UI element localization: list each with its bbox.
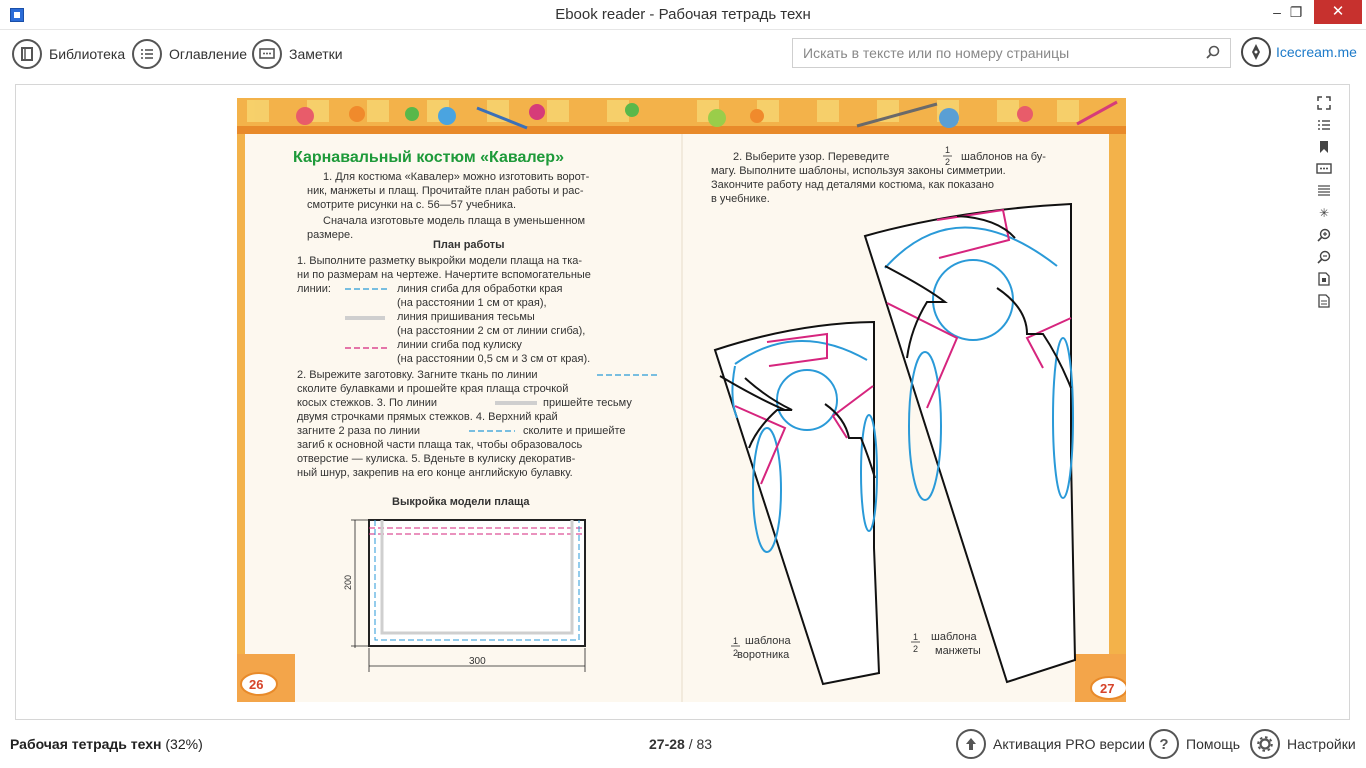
contents-button[interactable] (132, 38, 247, 70)
search-input[interactable] (793, 39, 1193, 67)
fraction-denominator: 2 (945, 157, 951, 167)
task-line: шаблонов на бу- (961, 151, 1046, 163)
collar-label: воротника (737, 649, 790, 661)
task-line: магу. Выполните шаблоны, используя законы симметрии. (711, 165, 1006, 177)
help-button[interactable] (1149, 728, 1240, 760)
fullscreen-icon[interactable] (1314, 92, 1334, 114)
left-edge-stripe (237, 134, 245, 654)
top-decoration-band (237, 98, 1126, 134)
plan-title: План работы (433, 239, 505, 251)
zoom-out-icon[interactable] (1314, 246, 1334, 268)
plan-line: (на расстоянии 0,5 см и 3 см от края). (397, 353, 591, 365)
plan-line: линия сгиба для обработки края (397, 283, 563, 295)
current-pages: 27-28 (649, 736, 685, 752)
book-spread (237, 98, 1126, 702)
plan-line: линии сгиба под кулиску (397, 339, 522, 351)
zoom-in-icon[interactable] (1314, 224, 1334, 246)
plan-line: загиб к основной части плаща так, чтобы образовалось (297, 439, 583, 451)
plan-line: сколите булавками и прошейте края плаща строчкой (297, 383, 569, 395)
cuff-fraction-den: 2 (913, 644, 919, 654)
notes-label: Заметки (289, 46, 343, 62)
cuff-label: манжеты (935, 645, 981, 657)
book-icon (12, 39, 42, 69)
plan-line: ный шнур, закрепив на его конце английскую булавку. (297, 467, 573, 479)
search-icon[interactable] (1206, 45, 1220, 59)
page-indicator[interactable] (649, 736, 712, 752)
plan-line: линии: (297, 283, 331, 295)
document-name: Рабочая тетрадь техн (10, 736, 162, 752)
plan-line: (на расстоянии 2 см от линии сгиба), (397, 325, 586, 337)
document-status (10, 736, 203, 752)
bookmark-icon[interactable] (1314, 136, 1334, 158)
window-title: Ebook reader - Рабочая тетрадь техн (555, 6, 811, 23)
plan-line: (на расстоянии 1 см от края), (397, 297, 547, 309)
help-icon: ? (1149, 729, 1179, 759)
comment-icon[interactable] (1314, 158, 1334, 180)
figure-title: Выкройка модели плаща (392, 496, 530, 508)
collar-fraction-den: 2 (733, 648, 739, 658)
search-box (792, 38, 1231, 68)
help-label: Помощь (1186, 736, 1241, 752)
dimension-width: 300 (469, 656, 486, 667)
plan-line: линия пришивания тесьмы (397, 311, 535, 323)
plan-line: пришейте тесьму (543, 397, 632, 409)
gear-icon (1250, 729, 1280, 759)
intro-line: ник, манжеты и плащ. Прочитайте план работы и рас- (307, 185, 584, 197)
page-number-left: 26 (249, 677, 264, 692)
list-icon (132, 39, 162, 69)
plan-line: 2. Вырежите заготовку. Загните ткань по линии (297, 369, 538, 381)
intro-line: размере. (307, 229, 354, 241)
plan-line: ни по размерам на чертеже. Начертите вспомогательные (297, 269, 591, 281)
intro-line: 1. Для костюма «Кавалер» можно изготовить ворот- (323, 171, 590, 183)
minimize-button[interactable]: – (1273, 4, 1281, 20)
activate-pro-button[interactable] (956, 728, 1145, 760)
toc-icon[interactable] (1314, 114, 1334, 136)
status-bar (0, 722, 1366, 768)
fraction-numerator: 1 (945, 145, 951, 155)
plan-line: отверстие — кулиска. 5. Вденьте в кулиску декоратив- (297, 453, 576, 465)
task-line: Закончите работу над деталями костюма, как показано (711, 179, 995, 191)
compass-icon (1241, 37, 1271, 67)
task-line: 2. Выберите узор. Переведите (733, 151, 890, 163)
intro-line: смотрите рисунки на с. 56—57 учебника. (307, 199, 517, 211)
task-line: в учебнике. (711, 193, 770, 205)
plan-line: косых стежков. 3. По линии (297, 397, 438, 409)
actual-size-icon[interactable] (1314, 290, 1334, 312)
notes-button[interactable] (252, 38, 343, 70)
contents-label: Оглавление (169, 46, 248, 62)
brightness-icon[interactable]: ✳ (1318, 206, 1330, 220)
plan-line: загните 2 раза по линии (297, 425, 421, 437)
icecream-link[interactable] (1241, 37, 1357, 67)
page-title: Карнавальный костюм «Кавалер» (293, 149, 564, 166)
title-bar (0, 0, 1366, 30)
page-number-right: 27 (1100, 681, 1115, 696)
side-toolbar (1314, 92, 1334, 312)
activate-label: Активация PRO версии (993, 736, 1145, 752)
right-edge-stripe (1109, 134, 1126, 654)
library-label: Библиотека (49, 46, 126, 62)
intro-line: Сначала изготовьте модель плаща в уменьшенном (323, 215, 586, 227)
collar-label: шаблона (745, 635, 791, 647)
plan-line: 1. Выполните разметку выкройки модели плаща на тка- (297, 255, 583, 267)
dimension-height: 200 (343, 574, 353, 590)
plan-line: сколите и пришейте (523, 425, 626, 437)
collar-fraction-num: 1 (733, 636, 739, 646)
document-progress: (32%) (165, 736, 203, 752)
toolbar (0, 30, 1366, 78)
fit-page-icon[interactable] (1314, 268, 1334, 290)
brand-label: Icecream.me (1276, 44, 1357, 60)
settings-button[interactable] (1250, 728, 1356, 760)
close-button[interactable]: ✕ (1314, 0, 1362, 24)
total-pages: / 83 (688, 736, 713, 752)
restore-button[interactable]: ❐ (1289, 4, 1303, 20)
arrow-up-icon (956, 729, 986, 759)
plan-line: двумя строчками прямых стежков. 4. Верхний край (297, 411, 558, 423)
notes-icon (252, 39, 282, 69)
cuff-fraction-num: 1 (913, 632, 919, 642)
library-button[interactable] (12, 38, 125, 70)
lines-icon[interactable] (1314, 180, 1334, 202)
cuff-label: шаблона (931, 631, 977, 643)
settings-label: Настройки (1287, 736, 1356, 752)
